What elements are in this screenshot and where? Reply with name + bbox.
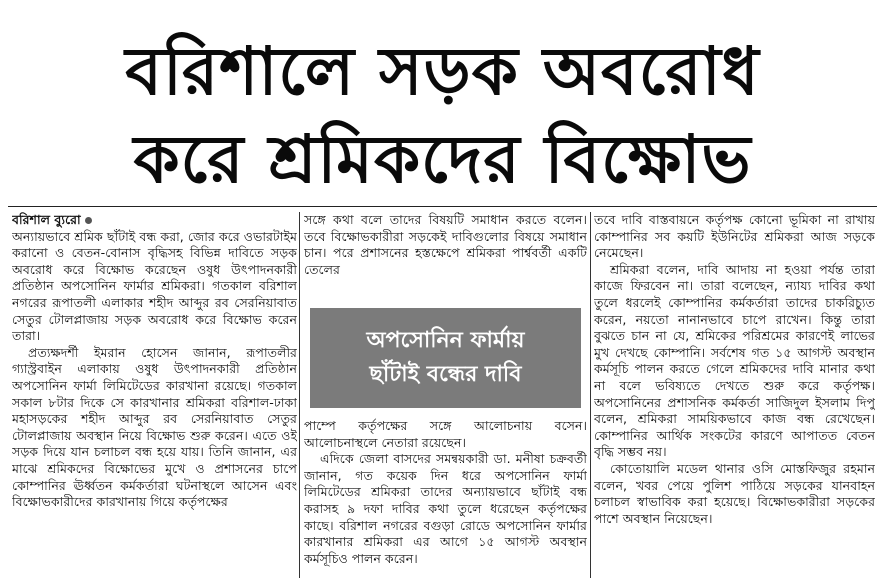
headline-divider [8, 206, 877, 207]
pull-quote-box [310, 308, 581, 408]
headline-line-1: বরিশালে সড়ক অবরোধ [125, 33, 760, 110]
headline-line-2: করে শ্রমিকদের বিক্ষোভ [133, 121, 752, 198]
pull-quote-line-2: ছাঁটাই বন্ধের দাবি [369, 362, 522, 387]
column-3-paragraph-3: কোতোয়ালি মডেল থানার ওসি মোস্তফিজুর রহমান বলেন, খবর পেয়ে পুলিশ পাঠিয়ে সড়কের যানবাহন চলাচল স্বাভাবিক করা হয়েছে। বিক্ষোভকারীরা সড়কের পাশে অবস্থান নিয়েছেন। [594, 460, 875, 526]
column-2-paragraph-2: এদিকে জেলা বাসদের সমন্বয়কারী ডা. মনীষা চক্রবর্তী জানান, গত কয়েক দিন ধরে অপসোনিন ফার্মা লিমিটেডের শ্রমিকরা তাদের অন্যায়ভাবে ছাঁটাই বন্ধ করাসহ ৯ দফা দাবির কথা তুলে ধরেছেন কর্তৃপক্ষের কাছে। বরিশাল নগরের বগুড়া রোডে অপসোনিন ফার্মার কারখানার শ্রমিকরা এর আগে ১৫ আগস্ট অবস্থান কর্মসূচিও পালন করেন। [304, 451, 587, 566]
headline [20, 28, 865, 204]
article-column-1 [12, 212, 297, 578]
column-divider-2 [590, 212, 591, 578]
pull-quote-line-1: অপসোনিন ফার্মায় [366, 328, 525, 353]
article-column-3 [594, 212, 875, 578]
column-1-paragraph-2: প্রত্যক্ষদর্শী ইমরান হোসেন জানান, রূপাতলীর গ্যাস্ট্রবাইন এলাকায় ওষুধ উৎপাদনকারী প্রতিষ্ঠান অপসোনিন ফার্মা লিমিটেডের কারখানা রয়েছে। গতকাল সকাল ৮টার দিকে সে কারখানার শ্রমিকরা বরিশাল-ঢাকা মহাসড়কের শহীদ আব্দুর রব সেরনিয়াবাত সেতুর টোলপ্লাজায় অবস্থান নিয়ে বিক্ষোভ শুরু করেন। এতে ওই সড়ক দিয়ে যান চলাচল বন্ধ হয়ে যায়। তিনি জানান, এর মাঝে শ্রমিকদের বিক্ষোভের মুখে ও প্রশাসনের চাপে কোম্পানির ঊর্ধ্বতন কর্মকর্তারা ঘটনাস্থলে আসেন এবং বিক্ষোভকারীদের কারখানায় গিয়ে কর্তৃপক্ষের [12, 344, 297, 510]
column-3-paragraph-2: শ্রমিকরা বলেন, দাবি আদায় না হওয়া পর্যন্ত তারা কাজে ফিরবেন না। তারা বলেছেন, ন্যায্য দাবির কথা তুলে ধরলেই কোম্পানির কর্মকর্তারা তাদের চাকরিচ্যুত করেন, নয়তো নানানভাবে চাপে রাখেন। কিন্তু তারা বুঝতে চান না যে, শ্রমিকের পরিশ্রমের কারণেই লাভের মুখ দেখছে কোম্পানি। সর্বশেষ গত ১৫ আগস্ট অবস্থান কর্মসূচি পালন করতে গেলে শ্রমিকদের দাবি মানার কথা না বলে ভবিষ্যতে দেখতে শুরু করে কর্তৃপক্ষ। অপসোনিনের প্রশাসনিক কর্মকর্তা সাজিদুল ইসলাম দিপু বলেন, শ্রমিকরা সাময়িকভাবে কাজ বন্ধ রেখেছেন। কোম্পানির আর্থিক সংকটের কারণে আপাতত বেতন বৃদ্ধি সম্ভব নয়। [594, 261, 875, 460]
byline: বরিশাল ব্যুরো [12, 212, 297, 229]
column-2-paragraph-1: পাম্পে কর্তৃপক্ষের সঙ্গে আলোচনায় বসেন। আলোচনাস্থলে নেতারা রয়েছেন। [304, 418, 587, 450]
byline-bullet-icon [85, 217, 92, 224]
column-1-paragraph-1: অন্যায়ভাবে শ্রমিক ছাঁটাই বন্ধ করা, জোর করে ওভারটাইম করানো ও বেতন-বোনাস বৃদ্ধিসহ বিভিন্ন দাবিতে সড়ক অবরোধ করে বিক্ষোভ করেছেন ওষুধ উৎপাদনকারী প্রতিষ্ঠান অপসোনিন ফার্মার শ্রমিকরা। গতকাল বরিশাল নগরের রূপাতলী এলাকার শহীদ আব্দুর রব সেরনিয়াবাত সেতুর টোলপ্লাজায় সড়ক অবরোধ করে বিক্ষোভ করেন তারা। [12, 228, 297, 344]
column-2-paragraph-top: সঙ্গে কথা বলে তাদের বিষয়টি সমাধান করতে বলেন। তবে বিক্ষোভকারীরা সড়কেই দাবিগুলোর বিষয়ে সমাধান চান। পরে প্রশাসনের হস্তক্ষেপে শ্রমিকরা পার্শ্ববর্তী একটি তেলের [304, 212, 587, 277]
article-column-2 [304, 212, 587, 578]
column-divider-1 [299, 212, 300, 578]
column-3-paragraph-1: তবে দাবি বাস্তবায়নে কর্তৃপক্ষ কোনো ভূমিকা না রাখায় কোম্পানির সব কয়টি ইউনিটের শ্রমিকরা আজ সড়কে নেমেছেন। [594, 212, 875, 261]
